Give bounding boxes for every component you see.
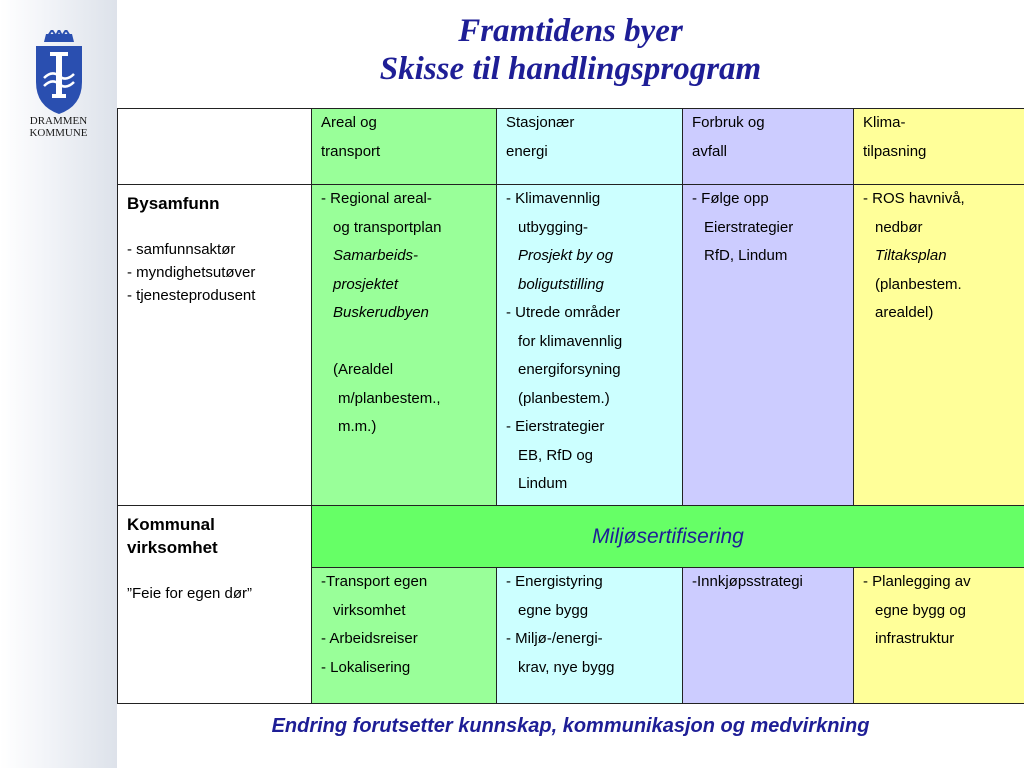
cell-kommunal-energi: - Energistyring egne bygg - Miljø-/energi- krav, nye bygg xyxy=(497,568,683,704)
header-areal-transport: Areal og transport xyxy=(312,109,497,185)
slide-title xyxy=(117,12,1024,88)
footer-statement: Endring forutsetter kunnskap, kommunikasjon og medvirkning xyxy=(271,715,870,737)
cell-bysamfunn-energi: - Klimavennlig utbygging- Prosjekt by og boligutstilling - Utrede områder for klimavennlig energiforsyning (planbestem.) - Eierstrategier EB, RfD og Lindum xyxy=(497,185,683,506)
header-klimatilpasning: Klima- tilpasning xyxy=(854,109,1024,185)
title-line-2: Skisse til handlingsprogram xyxy=(379,51,762,87)
cell-kommunal-areal: -Transport egen virksomhet - Arbeidsreiser - Lokalisering xyxy=(312,568,497,704)
header-corner-cell xyxy=(118,109,312,185)
cell-bysamfunn-areal: - Regional areal- og transportplan Samarbeids- prosjektet Buskerudbyen (Arealdel m/planbestem., m.m.) xyxy=(312,185,497,506)
row-kommunal-band xyxy=(118,506,1024,568)
title-line-1: Framtidens byer xyxy=(458,13,683,49)
cell-bysamfunn-forbruk: - Følge opp Eierstrategier RfD, Lindum xyxy=(683,185,854,506)
header-stasjonaer-energi: Stasjonær energi xyxy=(497,109,683,185)
cell-bysamfunn-klima: - ROS havnivå, nedbør Tiltaksplan (planbestem. arealdel) xyxy=(854,185,1024,506)
municipality-name: DRAMMEN KOMMUNE xyxy=(29,115,88,139)
row-label-kommunal: Kommunal virksomhet ”Feie for egen dør” xyxy=(118,506,312,704)
action-program-table xyxy=(117,108,1024,704)
header-row xyxy=(118,109,1024,185)
header-forbruk-avfall: Forbruk og avfall xyxy=(683,109,854,185)
miljosertifisering-band: Miljøsertifisering xyxy=(312,506,1024,568)
cell-kommunal-klima: - Planlegging av egne bygg og infrastruktur xyxy=(854,568,1024,704)
cell-kommunal-forbruk: -Innkjøpsstrategi xyxy=(683,568,854,704)
drammen-coat-of-arms-icon xyxy=(30,30,88,116)
sidebar xyxy=(0,0,117,768)
row-bysamfunn xyxy=(118,185,1024,506)
row-label-bysamfunn: Bysamfunn - samfunnsaktør - myndighetsutøver - tjenesteprodusent xyxy=(118,185,312,506)
